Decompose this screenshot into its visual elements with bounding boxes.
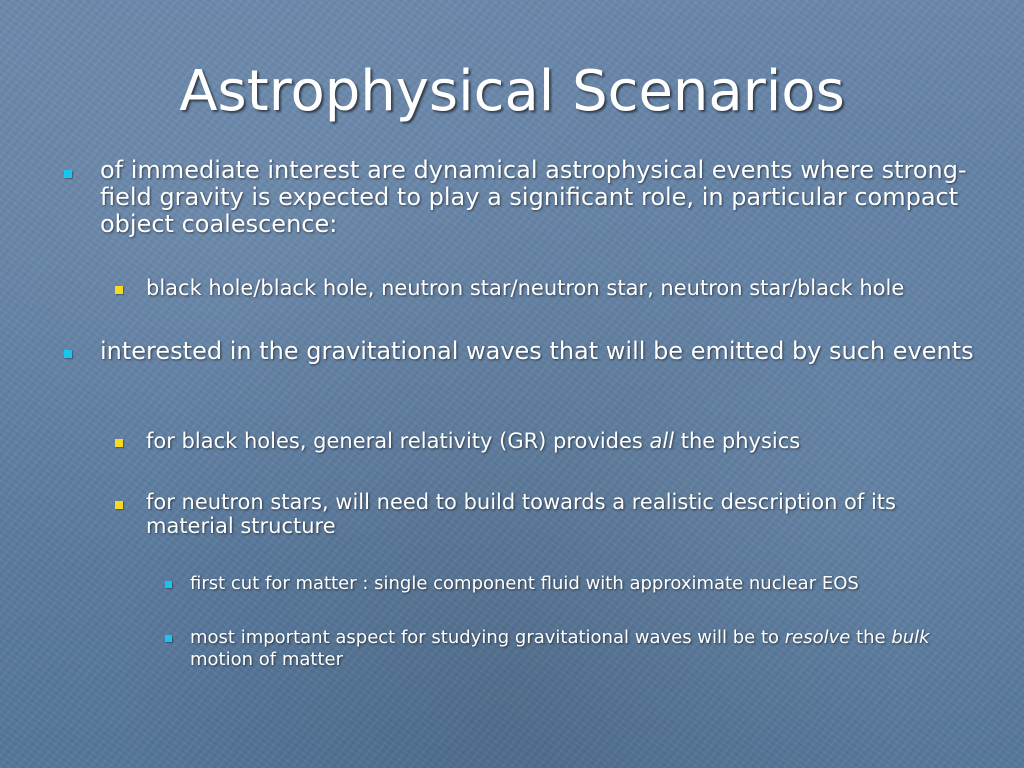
bullet-marker-level1 (64, 170, 72, 178)
bullet-item (100, 338, 980, 365)
slide-title: Astrophysical Scenarios (179, 59, 845, 124)
sub-bullet-text: for black holes, general relativity (GR) provides (146, 429, 650, 453)
sub-sub-bullet-item (190, 627, 970, 671)
sub-sub-bullet-text: the (850, 627, 892, 648)
emphasis-text: bulk (891, 627, 930, 648)
sub-bullet-item (146, 490, 966, 538)
bullet-text: interested in the gravitational waves that will be emitted by such events (100, 337, 974, 365)
bullet-marker-level1 (64, 350, 72, 358)
sub-bullet-text: black hole/black hole, neutron star/neutron star, neutron star/black hole (146, 276, 905, 300)
sub-bullet-text: for neutron stars, will need to build towards a realistic description of its material structure (146, 490, 896, 538)
sub-sub-bullet-item (190, 573, 980, 595)
emphasis-text: all (649, 429, 675, 453)
sub-bullet-item (146, 276, 986, 300)
bullet-text: of immediate interest are dynamical astrophysical events where strong-field gravity is expected to play a significant role, in particular compact object coalescence: (100, 156, 967, 238)
sub-bullet-text: the physics (674, 429, 801, 453)
bullet-marker-level3 (165, 581, 172, 588)
sub-sub-bullet-text: motion of matter (190, 649, 343, 670)
sub-bullet-item (146, 429, 986, 453)
bullet-marker-level2 (115, 286, 123, 294)
sub-sub-bullet-text: most important aspect for studying gravitational waves will be to (190, 627, 785, 648)
bullet-marker-level3 (165, 635, 172, 642)
sub-sub-bullet-text: first cut for matter : single component fluid with approximate nuclear EOS (190, 573, 859, 594)
bullet-marker-level2 (115, 501, 123, 509)
emphasis-text: resolve (784, 627, 851, 648)
bullet-marker-level2 (115, 439, 123, 447)
bullet-item (100, 157, 980, 238)
